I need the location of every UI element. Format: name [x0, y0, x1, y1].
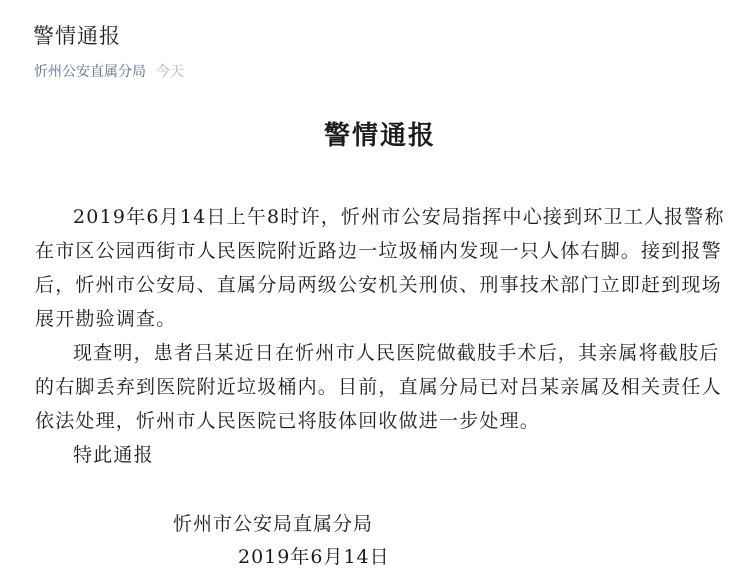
notice-heading: 警情通报	[323, 121, 436, 151]
signoff-organization: 忻州市公安局直属分局	[173, 513, 374, 535]
notice-paragraph-3: 特此通报	[73, 444, 154, 466]
account-name-link[interactable]: 忻州公安直属分局	[34, 64, 146, 80]
article-title: 警情通报	[33, 24, 121, 48]
notice-paragraph-2: 现查明，患者吕某近日在忻州市人民医院做截肢手术后，其亲属将截肢后的右脚丢弃到医院附近垃圾桶内。目前，直属分局已对吕某亲属及相关责任人依法处理，忻州市人民医院已将肢体回收做进一步处理。	[35, 342, 722, 432]
signoff-date: 2019年6月14日	[238, 546, 390, 568]
notice-body	[35, 200, 725, 472]
article-meta	[34, 62, 184, 82]
notice-content	[35, 104, 725, 568]
notice-paragraph-1: 2019年6月14日上午8时许，忻州市公安局指挥中心接到环卫工人报警称在市区公园西街市人民医院附近路边一垃圾桶内发现一只人体右脚。接到报警后，忻州市公安局、直属分局两级公安机关刑侦、刑事技术部门立即赶到现场展开勘验调查。	[35, 206, 725, 330]
post-date: 今天	[156, 64, 184, 80]
